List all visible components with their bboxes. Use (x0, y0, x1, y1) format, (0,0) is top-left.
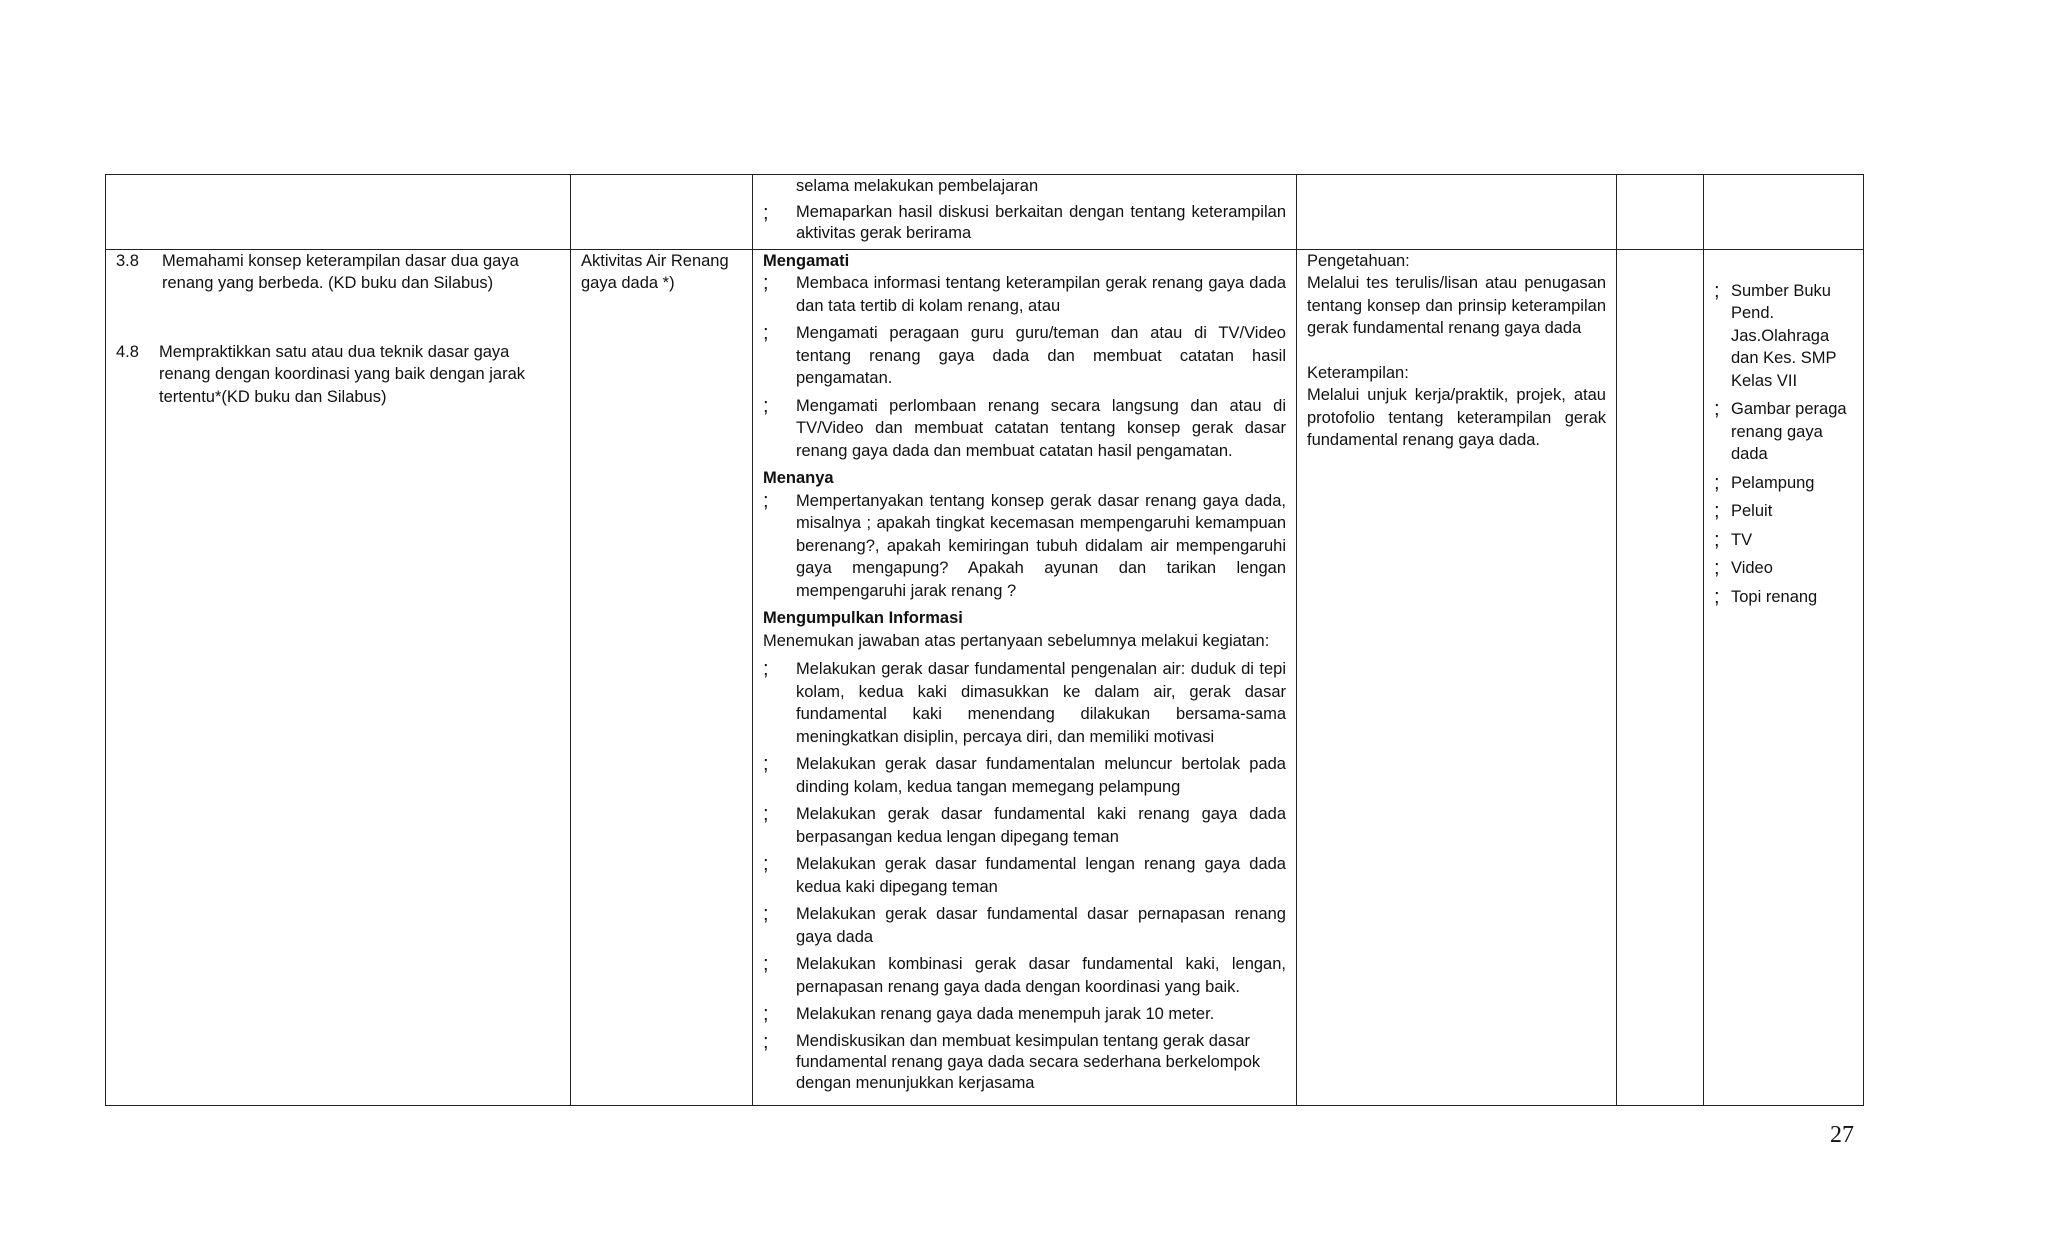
list-item (763, 853, 1286, 898)
competency-text: Memahami konsep keterampilan dasar dua gaya renang yang berbeda. (KD buku dan Silabus) (162, 251, 519, 292)
assessment-cell (1297, 175, 1617, 250)
bullet-marker: ; (763, 658, 769, 680)
bullet-marker: ; (1714, 279, 1720, 302)
source-item: Pelampung (1731, 473, 1815, 492)
material-cell (571, 249, 753, 1105)
material-text: Aktivitas Air Renang gaya dada *) (581, 251, 729, 292)
knowledge-text: Melalui tes terulis/lisan atau penugasan tentang konsep dan prinsip keterampilan gerak fundamental renang gaya dada (1307, 274, 1606, 337)
list-item (763, 953, 1286, 998)
source-item: Gambar peraga renang gaya dada (1731, 400, 1847, 463)
list-item (1714, 586, 1853, 609)
list-item (763, 903, 1286, 948)
list-item-text: Mempertanyakan tentang konsep gerak dasar renang gaya dada, misalnya ; apakah tingkat kecemasan mempengaruhi kemampuan berenang?, apakah kemiringan tubuh didalam air mempengaruhi gaya mengapung? Apakah ayunan dan tarikan lengan mempengaruhi jarak renang ? (796, 491, 1286, 600)
list-item (763, 658, 1286, 748)
list-item-text: Melakukan renang gaya dada menempuh jarak 10 meter. (796, 1005, 1215, 1023)
list-item (1714, 500, 1853, 523)
competency-number: 4.8 (116, 342, 139, 361)
material-cell (571, 175, 753, 250)
bullet-marker: ; (763, 272, 769, 294)
competency-cell (106, 249, 571, 1105)
bullet-marker: ; (1714, 398, 1720, 420)
competency-item (116, 250, 560, 295)
section-heading: Menanya (763, 469, 834, 487)
lesson-plan-table (105, 174, 1864, 1106)
section-heading: Mengumpulkan Informasi (763, 609, 963, 627)
competency-number: 3.8 (116, 251, 139, 270)
table-row (106, 249, 1864, 1105)
list-item (1714, 398, 1853, 466)
bullet-marker: ; (763, 803, 769, 825)
list-item-text: Melakukan gerak dasar fundamental kaki renang gaya dada berpasangan kedua lengan dipegang teman (796, 805, 1286, 846)
time-cell (1617, 249, 1704, 1105)
source-item: Video (1731, 559, 1773, 577)
bullet-marker: ; (763, 394, 769, 417)
competency-text: Mempraktikkan satu atau dua teknik dasar gaya renang dengan koordinasi yang baik dengan jarak tertentu*(KD buku dan Silabus) (159, 342, 526, 406)
list-item (1714, 472, 1853, 495)
list-item (763, 1031, 1286, 1094)
table-row (106, 175, 1864, 250)
list-item (763, 753, 1286, 798)
list-item-text: Melakukan gerak dasar fundamental pengenalan air: duduk di tepi kolam, kedua kaki dimasukkan ke dalam air, gerak dasar fundamental kaki menendang dilakukan bersama-sama meningkatkan disiplin, percaya diri, dan memiliki motivasi (796, 660, 1286, 746)
list-item (1714, 529, 1853, 552)
list-item-text: Melakukan gerak dasar fundamental lengan renang gaya dada kedua kaki dipegang teman (796, 855, 1286, 896)
ask-list (763, 490, 1286, 603)
bullet-marker: ; (763, 753, 769, 775)
activity-cell (753, 175, 1297, 250)
page-number: 27 (1830, 1122, 1854, 1148)
list-item-text: Memaparkan hasil diskusi berkaitan dengan tentang keterampilan aktivitas gerak berirama (796, 202, 1286, 242)
collect-intro: Menemukan jawaban atas pertanyaan sebelumnya melakui kegiatan: (763, 631, 1270, 650)
bullet-marker: ; (763, 1030, 769, 1053)
source-item: Topi renang (1731, 587, 1818, 606)
list-item-text: Membaca informasi tentang keterampilan gerak renang gaya dada dan tata tertib di kolam renang, atau (796, 274, 1286, 315)
bullet-marker: ; (763, 903, 769, 925)
competency-cell (106, 175, 571, 250)
list-item (763, 803, 1286, 848)
list-item (763, 202, 1286, 244)
list-item (763, 322, 1286, 390)
bullet-marker: ; (763, 953, 769, 975)
bullet-marker: ; (763, 201, 769, 224)
skill-label: Keterampilan: (1307, 363, 1409, 382)
list-item-text: Melakukan kombinasi gerak dasar fundamental kaki, lengan, pernapasan renang gaya dada dengan koordinasi yang baik. (796, 955, 1286, 996)
collect-list (763, 658, 1286, 1094)
source-item: Sumber Buku Pend. Jas.Olahraga dan Kes. SMP Kelas VII (1731, 281, 1837, 390)
list-item-text: Mengamati perlombaan renang secara langsung dan atau di TV/Video dan membuat catatan tentang konsep gerak dasar renang gaya dada dan membuat catatan hasil pengamatan. (796, 396, 1286, 460)
bullet-marker: ; (1714, 585, 1720, 608)
bullet-marker: ; (1714, 557, 1720, 579)
section-heading: Mengamati (763, 251, 850, 270)
bullet-marker: ; (1714, 471, 1720, 494)
continuation-line: selama melakukan pembelajaran (796, 177, 1039, 195)
list-item (763, 1003, 1286, 1026)
source-cell (1704, 175, 1864, 250)
list-item (1714, 557, 1853, 580)
competency-item (116, 341, 560, 409)
bullet-marker: ; (763, 1003, 769, 1025)
bullet-marker: ; (763, 853, 769, 875)
list-item-text: Melakukan gerak dasar fundamentalan meluncur bertolak pada dinding kolam, kedua tangan memegang pelampung (796, 755, 1286, 796)
source-item: Peluit (1731, 502, 1773, 520)
list-item (763, 272, 1286, 317)
knowledge-label: Pengetahuan: (1307, 251, 1410, 270)
observe-list (763, 272, 1286, 462)
list-item (763, 490, 1286, 603)
activity-cell (753, 249, 1297, 1105)
bullet-marker: ; (1714, 528, 1720, 551)
list-item (763, 395, 1286, 463)
bullet-marker: ; (763, 489, 769, 512)
source-cell (1704, 249, 1864, 1105)
assessment-cell (1297, 249, 1617, 1105)
source-item: TV (1731, 530, 1753, 549)
skill-text: Melalui unjuk kerja/praktik, projek, atau protofolio tentang keterampilan gerak fundamental renang gaya dada. (1307, 386, 1606, 449)
bullet-marker: ; (1714, 500, 1720, 522)
bullet-marker: ; (763, 322, 769, 344)
list-item-text: Melakukan gerak dasar fundamental dasar pernapasan renang gaya dada (796, 905, 1286, 946)
list-item-text: Mendiskusikan dan membuat kesimpulan tentang gerak dasar fundamental renang gaya dada secara sederhana berkelompok dengan menunjukkan kerjasama (796, 1031, 1261, 1092)
list-item (1714, 280, 1853, 393)
time-cell (1617, 175, 1704, 250)
list-item-text: Mengamati peragaan guru guru/teman dan atau di TV/Video tentang renang gaya dada dan membuat catatan hasil pengamatan. (796, 324, 1286, 387)
